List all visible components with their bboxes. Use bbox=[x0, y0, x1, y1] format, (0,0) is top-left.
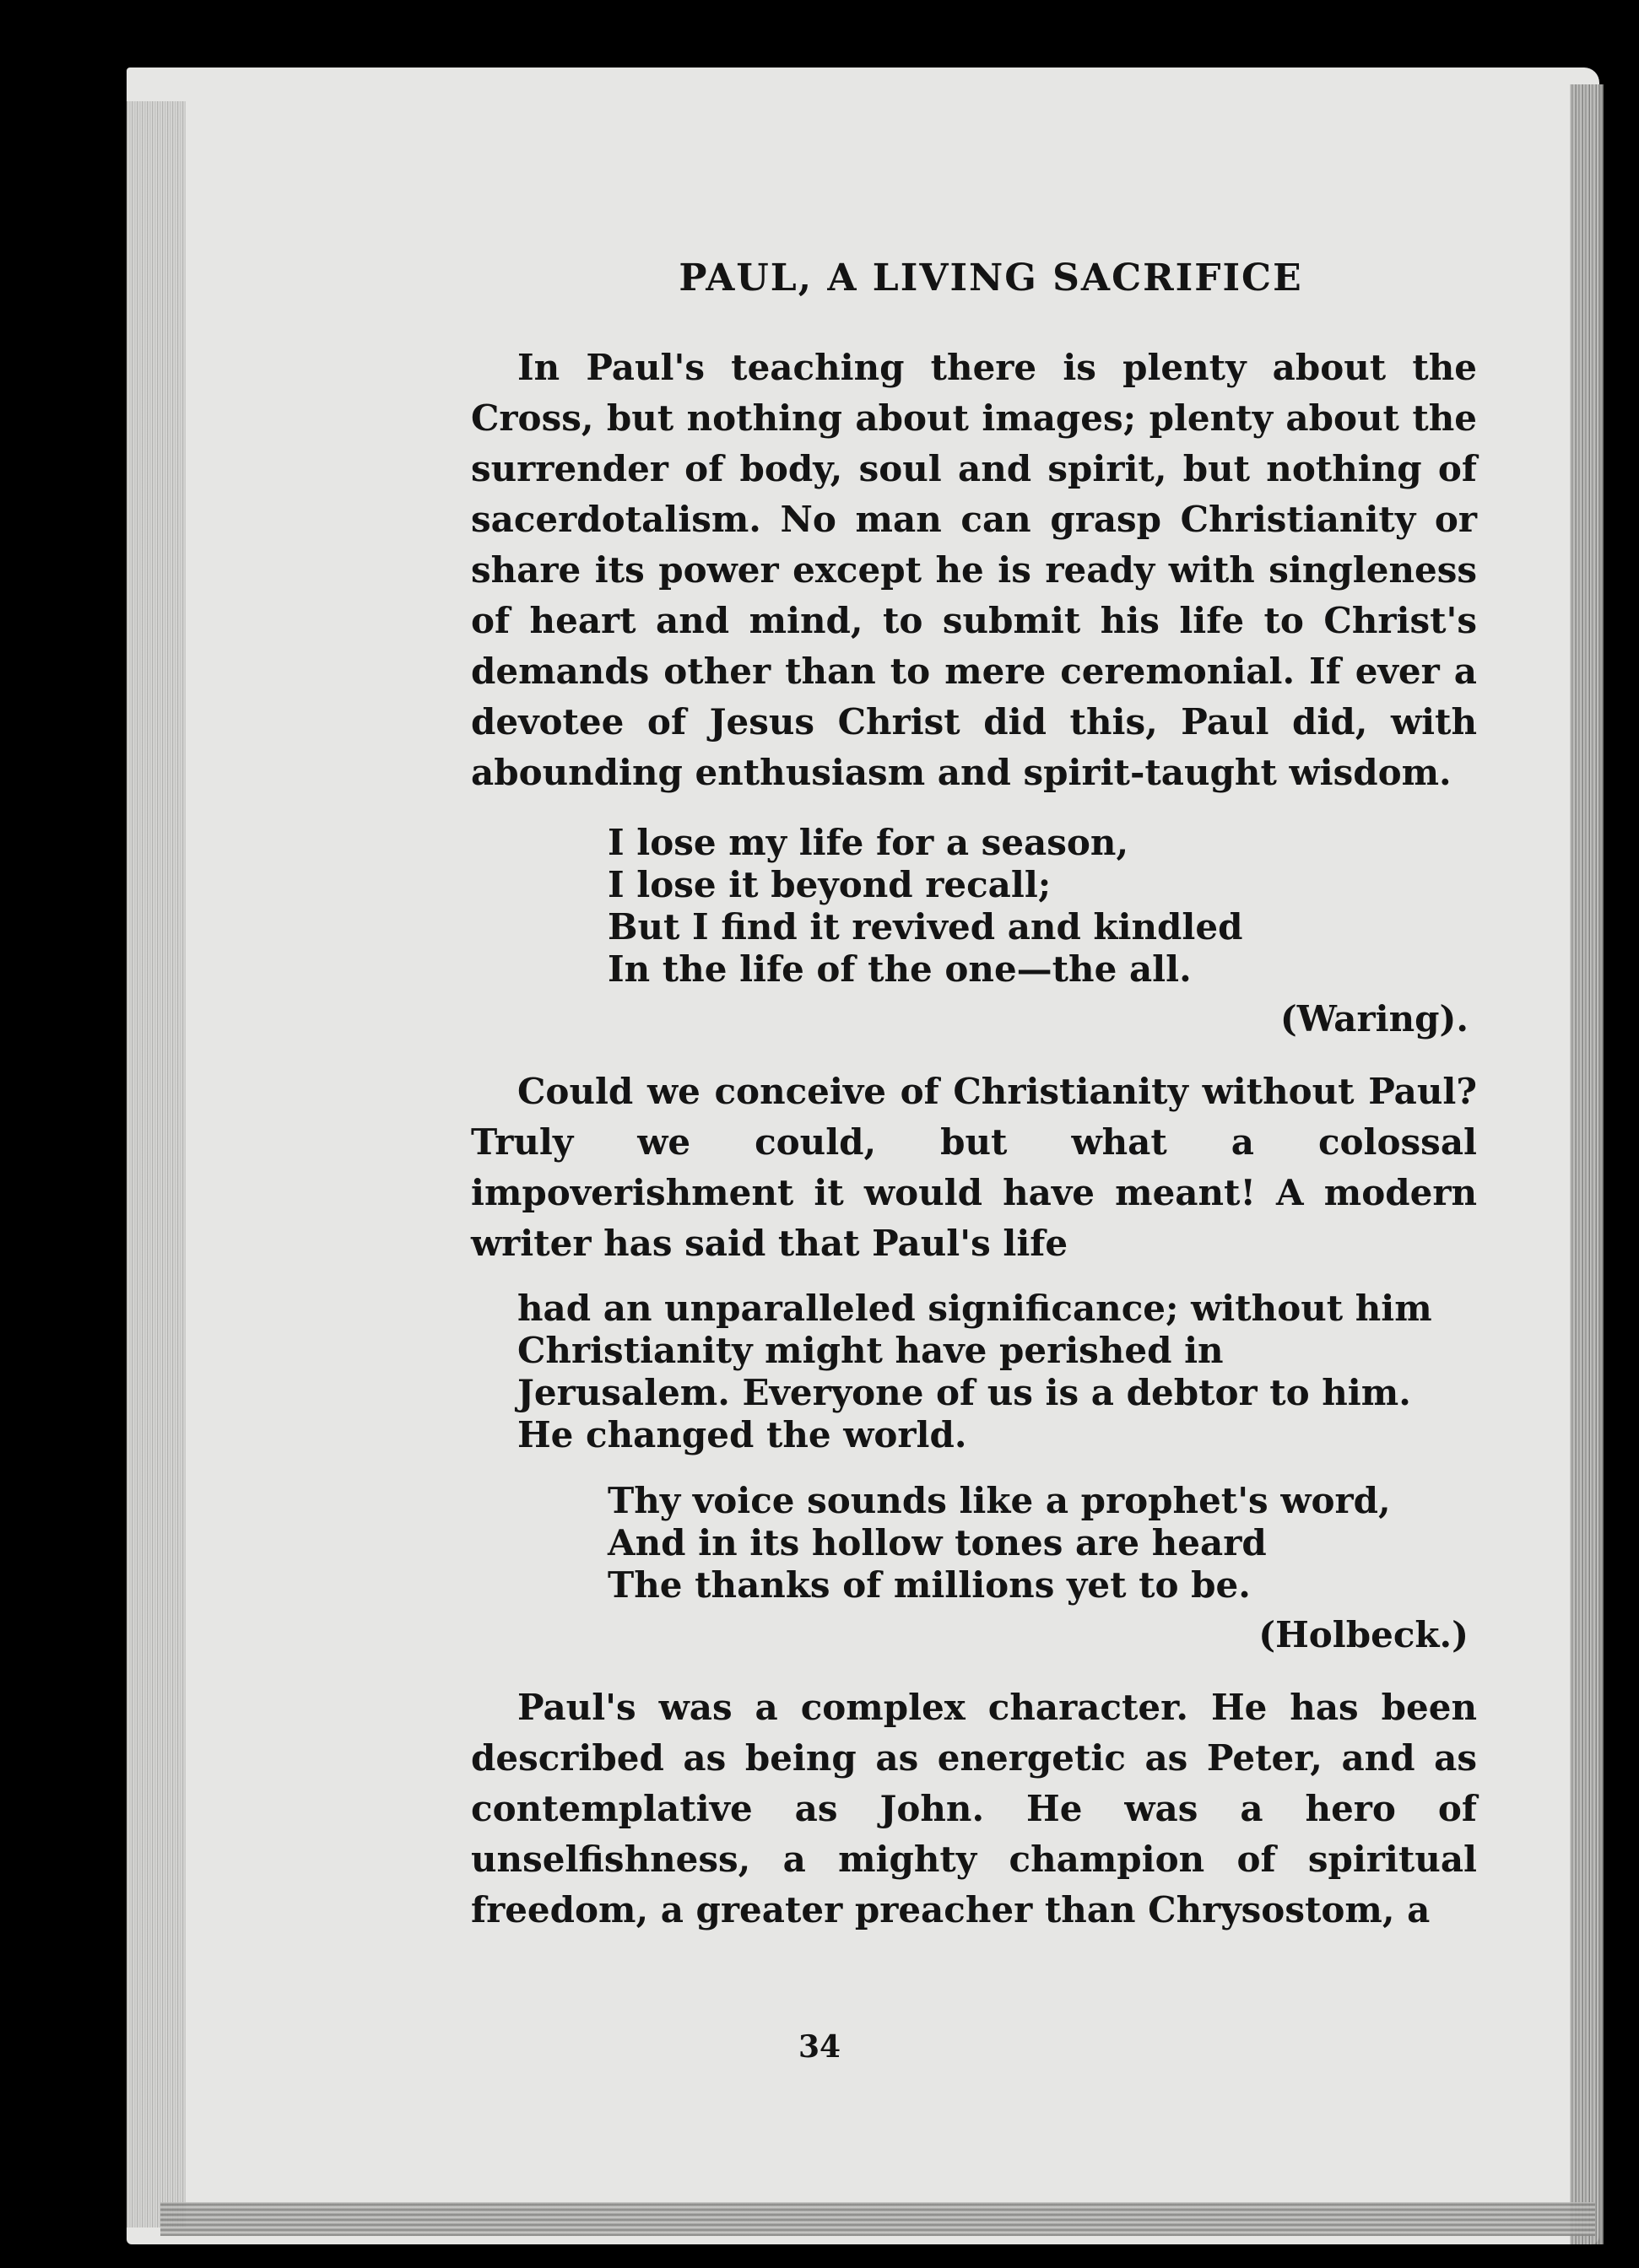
paragraph-3: Paul's was a complex character. He has been described as being as energetic as Peter, and as contemplative as John. He was a hero of unselfishness, a mighty champion of spiritual freedom, a greater preacher than Chrysostom, a bbox=[471, 1687, 1477, 1930]
poem-2-line: And in its hollow tones are heard bbox=[608, 1522, 1267, 1563]
poem-2 bbox=[608, 1480, 1477, 1606]
poem-2-attribution: (Holbeck.) bbox=[1258, 1614, 1469, 1655]
poem-1-line: In the life of the one—the all. bbox=[608, 948, 1192, 990]
page-stack-right-edge bbox=[1570, 84, 1604, 2244]
poem-1-attribution: (Waring). bbox=[1279, 998, 1469, 1040]
paragraph-2: Could we conceive of Christianity without Paul? Truly we could, but what a colossal impoverishment it would have meant! A modern writer has said that Paul's life bbox=[471, 1071, 1477, 1264]
poem-1 bbox=[608, 822, 1477, 991]
page-stack-bottom-edge bbox=[160, 2202, 1595, 2236]
poem-1-line: But I find it revived and kindled bbox=[608, 906, 1243, 948]
poem-1-line: I lose it beyond recall; bbox=[608, 864, 1052, 905]
chapter-title: PAUL, A LIVING SACRIFICE bbox=[679, 256, 1303, 300]
block-quote: had an unparalleled significance; without him Christianity might have perished in Jerusalem. Everyone of us is a debtor to him. He changed the world. bbox=[517, 1288, 1432, 1455]
poem-1-line: I lose my life for a season, bbox=[608, 822, 1129, 863]
poem-2-line: Thy voice sounds like a prophet's word, bbox=[608, 1480, 1391, 1521]
page-body bbox=[471, 253, 1477, 1936]
poem-2-line: The thanks of millions yet to be. bbox=[608, 1564, 1251, 1606]
paragraph-1: In Paul's teaching there is plenty about the Cross, but nothing about images; plenty about the surrender of body, soul and spirit, but nothing of sacerdotalism. No man can grasp Christianity or share its power except he is ready with singleness of heart and mind, to submit his life to Christ's demands other than to mere ceremonial. If ever a devotee of Jesus Christ did this, Paul did, with abounding enthusiasm and spirit-taught wisdom. bbox=[471, 347, 1477, 793]
page-number: 34 bbox=[798, 2029, 841, 2065]
page-stack-left-edge bbox=[127, 101, 186, 2228]
